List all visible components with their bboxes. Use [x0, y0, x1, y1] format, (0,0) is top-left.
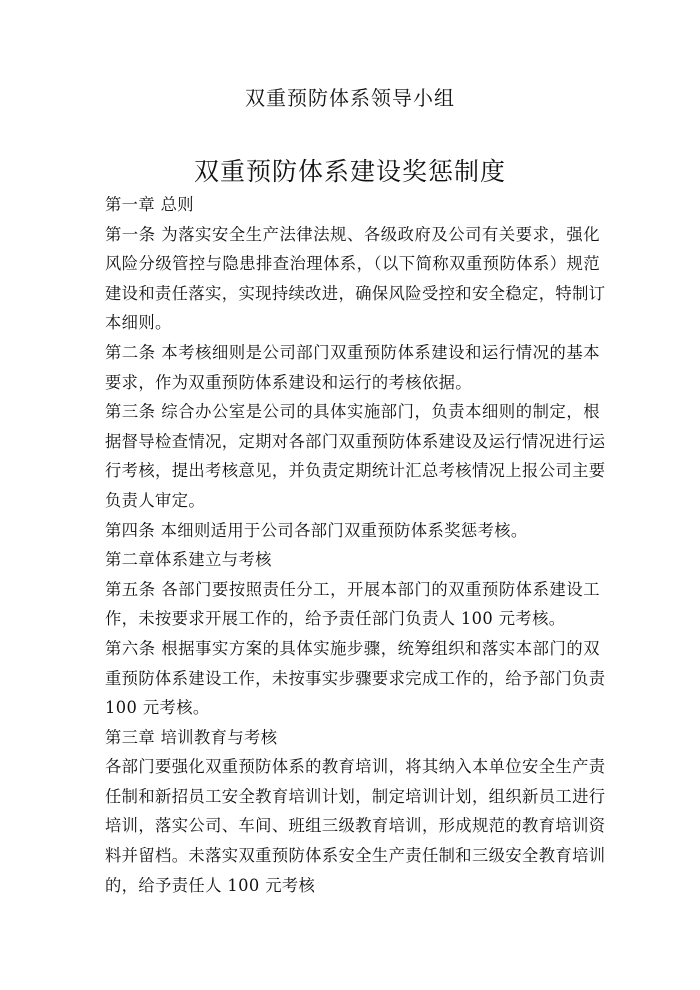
article-6-line: 第六条 根据事实方案的具体实施步骤，统筹组织和落实本部门的双 [105, 638, 600, 658]
article-1-line: 第一条 为落实安全生产法律法规、各级政府及公司有关要求，强化 [105, 224, 600, 244]
article-1-line: 建设和责任落实，实现持续改进，确保风险受控和安全稳定，特制订 [105, 283, 606, 303]
article-2-line: 要求，作为双重预防体系建设和运行的考核依据。 [105, 372, 472, 392]
article-2-line: 第二条 本考核细则是公司部门双重预防体系建设和运行情况的基本 [105, 342, 600, 362]
article-3-line: 负责人审定。 [105, 490, 206, 510]
article-3-line: 第三条 综合办公室是公司的具体实施部门，负责本细则的制定，根 [105, 402, 600, 422]
article-4-line: 第四条 本细则适用于公司各部门双重预防体系奖惩考核。 [105, 520, 528, 540]
article-6-line: 重预防体系建设工作，未按事实步骤要求完成工作的，给予部门负责 [105, 668, 606, 688]
article-6-line: 100 元考核。 [105, 698, 210, 718]
article-5-line: 作，未按要求开展工作的，给予责任部门负责人 100 元考核。 [105, 609, 566, 629]
chapter-3-heading: 第三章 培训教育与考核 [105, 727, 278, 747]
training-paragraph-line: 的，给予责任人 100 元考核 [105, 875, 316, 895]
training-paragraph-line: 料并留档。未落实双重预防体系安全生产责任制和三级安全教育培训 [105, 846, 606, 866]
training-paragraph-line: 各部门要强化双重预防体系的教育培训，将其纳入本单位安全生产责 [105, 757, 606, 777]
body-text [105, 190, 606, 900]
doc-title: 双重预防体系建设奖惩制度 [193, 157, 506, 186]
training-paragraph-line: 培训，落实公司、车间、班组三级教育培训，形成规范的教育培训资 [105, 816, 606, 836]
org-title: 双重预防体系领导小组 [245, 86, 455, 110]
article-3-line: 行考核，提出考核意见，并负责定期统计汇总考核情况上报公司主要 [105, 461, 606, 481]
article-1-line: 风险分级管控与隐患排查治理体系，（以下简称双重预防体系）规范 [105, 254, 600, 274]
chapter-2-heading: 第二章体系建立与考核 [105, 550, 272, 570]
article-5-line: 第五条 各部门要按照责任分工，开展本部门的双重预防体系建设工 [105, 579, 600, 599]
training-paragraph-line: 任制和新招员工安全教育培训计划，制定培训计划，组织新员工进行 [105, 786, 606, 806]
article-3-line: 据督导检查情况，定期对各部门双重预防体系建设及运行情况进行运 [105, 431, 606, 451]
chapter-1-heading: 第一章 总则 [105, 195, 194, 214]
article-1-line: 本细则。 [105, 313, 172, 333]
